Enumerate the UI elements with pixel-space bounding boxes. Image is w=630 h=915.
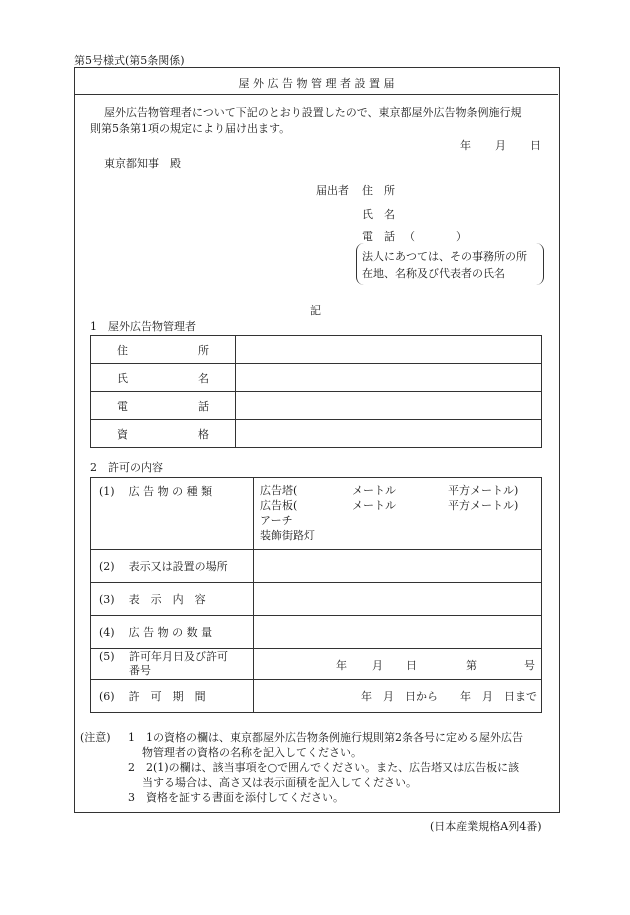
- phone-value-cell[interactable]: [236, 392, 542, 420]
- table-row: [91, 616, 542, 649]
- section-2-heading: 2 許可の内容: [90, 461, 163, 474]
- date-day-label: 日: [530, 139, 541, 152]
- table-row: [91, 680, 542, 713]
- note-1-line-2: 物管理者の資格の名称を記入してください。: [142, 746, 362, 759]
- table-row: [91, 478, 542, 550]
- permit-table: [90, 477, 542, 713]
- ki-heading: 記: [310, 304, 321, 317]
- form-title: 屋 外 広 告 物 管 理 者 設 置 届: [238, 77, 395, 90]
- row-label-phone: 電 話: [91, 392, 236, 420]
- footer-paper-size: (日本産業規格A列4番): [430, 820, 542, 833]
- notes-label: (注意): [80, 731, 111, 744]
- content-value-cell[interactable]: [254, 583, 542, 616]
- row-label-permit-period: (6) 許 可 期 間: [91, 680, 254, 713]
- section-1-heading: 1 屋外広告物管理者: [90, 320, 196, 333]
- row-label-permit-date: (5) 許可年月日及び許可 番号: [91, 649, 254, 680]
- manager-table: [90, 335, 542, 448]
- qualification-value-cell[interactable]: [236, 420, 542, 448]
- address-label: 住 所: [362, 184, 395, 197]
- row-label-name: 氏 名: [91, 364, 236, 392]
- applicant-label: 届出者: [316, 184, 349, 197]
- row-label-ad-type: (1) 広 告 物 の 種 類: [91, 478, 254, 550]
- table-row: [91, 336, 542, 364]
- row-label-quantity: (4) 広 告 物 の 数 量: [91, 616, 254, 649]
- table-row: [91, 649, 542, 680]
- note-2-line-1: 2 2(1)の欄は、該当事項を○で囲んでください。また、広告塔又は広告板に該: [128, 761, 520, 774]
- table-row: [91, 364, 542, 392]
- phone-label: 電 話: [362, 230, 395, 243]
- date-month-label: 月: [495, 139, 506, 152]
- phone-paren-open: （: [404, 230, 415, 243]
- form-number: 第5号様式(第5条関係): [74, 54, 185, 67]
- name-label: 氏 名: [362, 208, 395, 221]
- addressee: 東京都知事 殿: [104, 157, 181, 170]
- date-year-label: 年: [460, 139, 471, 152]
- corporate-note-line-2: 在地、名称及び代表者の氏名: [362, 267, 505, 280]
- name-value-cell[interactable]: [236, 364, 542, 392]
- phone-paren-close: ）: [456, 230, 467, 243]
- address-value-cell[interactable]: [236, 336, 542, 364]
- row-label-qualification: 資 格: [91, 420, 236, 448]
- table-row: [91, 420, 542, 448]
- row-label-content: (3) 表 示 内 容: [91, 583, 254, 616]
- note-3: 3 資格を証する書面を添付してください。: [128, 791, 344, 804]
- intro-line-2: 則第5条第1項の規定により届け出ます。: [90, 122, 291, 135]
- table-row: [91, 583, 542, 616]
- intro-line-1: 屋外広告物管理者について下記のとおり設置したので、東京都屋外広告物条例施行規: [104, 106, 522, 119]
- table-row: [91, 550, 542, 583]
- table-row: [91, 392, 542, 420]
- location-value-cell[interactable]: [254, 550, 542, 583]
- note-1-line-1: 1 1の資格の欄は、東京都屋外広告物条例施行規則第2条各号に定める屋外広告: [128, 731, 523, 744]
- corporate-note-line-1: 法人にあつては、その事務所の所: [362, 250, 527, 263]
- permit-date-value-cell[interactable]: 年 月 日 第 号: [254, 649, 542, 680]
- permit-period-value-cell[interactable]: 年 月 日から 年 月 日まで: [254, 680, 542, 713]
- row-label-location: (2) 表示又は設置の場所: [91, 550, 254, 583]
- row-label-address: 住 所: [91, 336, 236, 364]
- quantity-value-cell[interactable]: [254, 616, 542, 649]
- note-2-line-2: 当する場合は、高さ又は表示面積を記入してください。: [142, 776, 417, 789]
- ad-type-options-cell[interactable]: 広告塔( メートル 平方メートル) 広告板( メートル 平方メートル) アーチ 装飾街路灯: [254, 478, 542, 550]
- title-divider: [75, 94, 558, 95]
